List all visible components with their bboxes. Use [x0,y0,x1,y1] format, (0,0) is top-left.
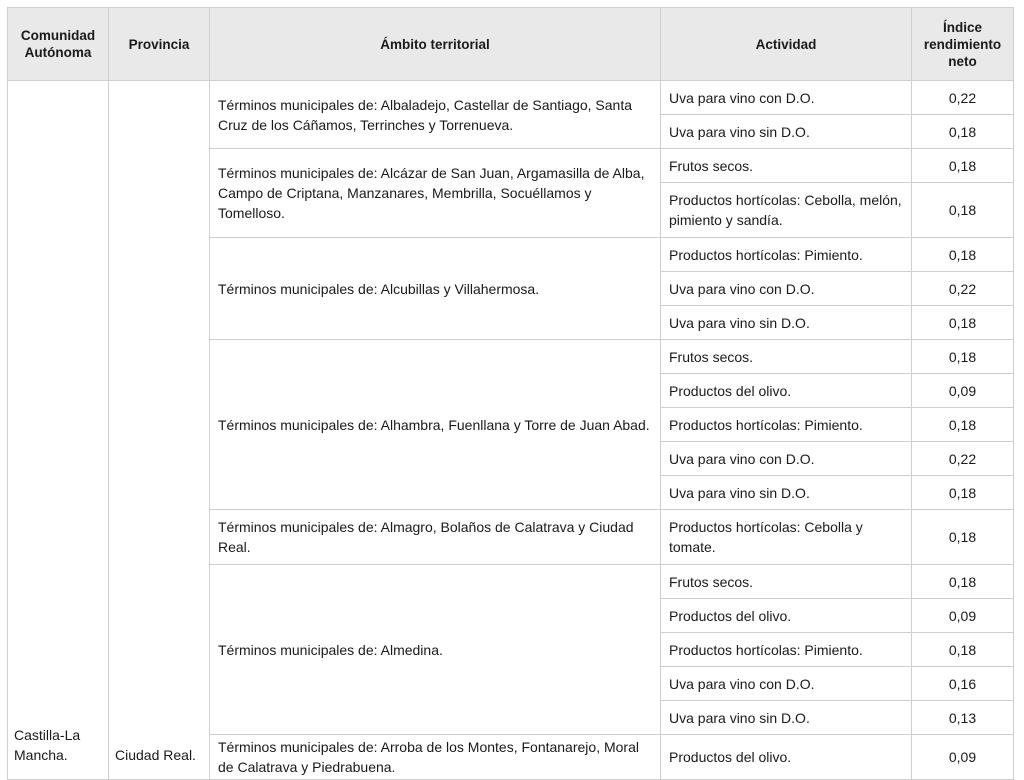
table-header [8,8,1014,81]
actividad-cell: Uva para vino con D.O. [661,272,912,306]
actividad-cell: Uva para vino con D.O. [661,81,912,115]
indice-cell: 0,18 [912,565,1014,599]
rendimiento-table [7,7,1014,780]
ambito-cell: Términos municipales de: Arroba de los Montes, Fontanarejo, Moral de Calatrava y Piedrabuena. [210,735,661,780]
indice-cell: 0,18 [912,183,1014,238]
indice-cell: 0,18 [912,306,1014,340]
actividad-cell: Uva para vino sin D.O. [661,476,912,510]
indice-cell: 0,18 [912,408,1014,442]
actividad-cell: Uva para vino con D.O. [661,667,912,701]
indice-cell: 0,18 [912,115,1014,149]
comunidad-cell: Castilla-La Mancha. [8,81,109,780]
header-ccaa: Comunidad Autónoma [8,8,109,81]
actividad-cell: Productos del olivo. [661,374,912,408]
actividad-cell: Frutos secos. [661,149,912,183]
ambito-cell: Términos municipales de: Alcázar de San Juan, Argamasilla de Alba, Campo de Criptana, Manzanares, Membrilla, Socuéllamos y Tomelloso. [210,149,661,238]
table-body [8,81,1014,780]
actividad-cell: Uva para vino sin D.O. [661,306,912,340]
ambito-cell: Términos municipales de: Alcubillas y Villahermosa. [210,238,661,340]
ambito-cell: Términos municipales de: Almedina. [210,565,661,735]
indice-cell: 0,18 [912,238,1014,272]
actividad-cell: Frutos secos. [661,565,912,599]
indice-cell: 0,18 [912,149,1014,183]
indice-cell: 0,16 [912,667,1014,701]
indice-cell: 0,22 [912,272,1014,306]
actividad-cell: Frutos secos. [661,340,912,374]
header-provincia: Provincia [109,8,210,81]
actividad-cell: Productos hortícolas: Cebolla, melón, pimiento y sandía. [661,183,912,238]
actividad-cell: Productos hortícolas: Pimiento. [661,238,912,272]
actividad-cell: Uva para vino con D.O. [661,442,912,476]
indice-cell: 0,09 [912,599,1014,633]
actividad-cell: Uva para vino sin D.O. [661,115,912,149]
indice-cell: 0,09 [912,374,1014,408]
indice-cell: 0,18 [912,510,1014,565]
actividad-cell: Productos hortícolas: Pimiento. [661,633,912,667]
header-actividad: Actividad [661,8,912,81]
rendimiento-table-wrapper [7,7,1013,780]
indice-cell: 0,18 [912,633,1014,667]
actividad-cell: Uva para vino sin D.O. [661,701,912,735]
header-ambito: Ámbito territorial [210,8,661,81]
actividad-cell: Productos hortícolas: Cebolla y tomate. [661,510,912,565]
actividad-cell: Productos del olivo. [661,735,912,780]
indice-cell: 0,18 [912,340,1014,374]
actividad-cell: Productos hortícolas: Pimiento. [661,408,912,442]
ambito-cell: Términos municipales de: Almagro, Bolaños de Calatrava y Ciudad Real. [210,510,661,565]
indice-cell: 0,22 [912,442,1014,476]
ambito-cell: Términos municipales de: Alhambra, Fuenllana y Torre de Juan Abad. [210,340,661,510]
indice-cell: 0,09 [912,735,1014,780]
header-indice: Índice rendimiento neto [912,8,1014,81]
indice-cell: 0,13 [912,701,1014,735]
indice-cell: 0,18 [912,476,1014,510]
table-row [8,81,1014,115]
actividad-cell: Productos del olivo. [661,599,912,633]
ambito-cell: Términos municipales de: Albaladejo, Castellar de Santiago, Santa Cruz de los Cáñamos, Terrinches y Torrenueva. [210,81,661,149]
provincia-cell: Ciudad Real. [109,81,210,780]
indice-cell: 0,22 [912,81,1014,115]
